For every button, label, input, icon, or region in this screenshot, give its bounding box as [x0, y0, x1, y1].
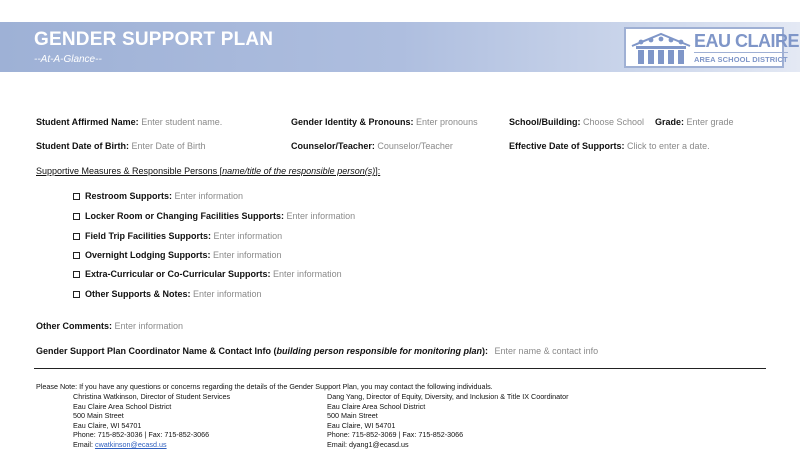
dob-field	[36, 141, 206, 151]
gender-identity-label: Gender Identity & Pronouns:	[291, 117, 414, 127]
student-name-field	[36, 117, 222, 127]
effective-date-label: Effective Date of Supports:	[509, 141, 625, 151]
grade-input[interactable]: Enter grade	[686, 117, 734, 127]
page-title: GENDER SUPPORT PLAN	[34, 29, 274, 50]
restroom-supports-item: Restroom Supports: Enter information	[73, 191, 243, 201]
gender-identity-field	[291, 117, 478, 127]
checkbox[interactable]	[73, 271, 80, 278]
other-comments-field	[36, 321, 183, 331]
grade-label: Grade:	[655, 117, 685, 127]
email-text: dyang1@ecasd.us	[348, 439, 409, 449]
logo-text-sub: AREA SCHOOL DISTRICT	[694, 52, 788, 64]
other-supports-input[interactable]: Enter information	[193, 289, 262, 299]
coordinator-input[interactable]: Enter name & contact info	[494, 346, 599, 356]
logo-text-main: EAU CLAIRE	[694, 31, 800, 51]
other-comments-input[interactable]: Enter information	[114, 321, 184, 331]
counselor-input[interactable]: Counselor/Teacher	[377, 141, 453, 151]
locker-room-supports-input[interactable]: Enter information	[286, 211, 356, 221]
checkbox[interactable]	[73, 233, 80, 240]
contact-left: Christina Watkinson, Director of Student Services Eau Claire Area School District 500 Main Street Eau Claire, WI 54701 Phone: 715-852-3036 | Fax: 715-852-3066 Email: cwatkinson@ecasd.us	[73, 392, 231, 449]
checkbox[interactable]	[73, 252, 80, 259]
student-name-label: Student Affirmed Name:	[36, 117, 139, 127]
school-field	[509, 117, 644, 127]
page-subtitle: --At-A-Glance--	[34, 54, 102, 65]
dob-input[interactable]: Enter Date of Birth	[131, 141, 206, 151]
effective-date-input[interactable]: Click to enter a date.	[627, 141, 710, 151]
coordinator-field: Gender Support Plan Coordinator Name & Contact Info (building person responsible for monitoring plan): Enter name & contact info	[36, 346, 599, 356]
overnight-lodging-supports-item: Overnight Lodging Supports: Enter information	[73, 250, 282, 260]
counselor-field	[291, 141, 453, 151]
supportive-measures-heading: Supportive Measures & Responsible Persons [name/title of the responsible person(s)]:	[36, 166, 381, 176]
district-logo	[624, 27, 800, 68]
dob-label: Student Date of Birth:	[36, 141, 129, 151]
other-comments-label: Other Comments:	[36, 321, 113, 331]
checkbox[interactable]	[73, 291, 80, 298]
checkbox[interactable]	[73, 213, 80, 220]
checkbox[interactable]	[73, 193, 80, 200]
counselor-label: Counselor/Teacher:	[291, 141, 375, 151]
email-link[interactable]: cwatkinson@ecasd.us	[94, 439, 167, 449]
extracurricular-supports-item: Extra-Curricular or Co-Curricular Supports: Enter information	[73, 269, 342, 279]
student-name-input[interactable]: Enter student name.	[141, 117, 223, 127]
extracurricular-supports-input[interactable]: Enter information	[273, 269, 342, 279]
effective-date-field	[509, 141, 710, 151]
school-select[interactable]: Choose School	[583, 117, 645, 127]
footer-note: Please Note: If you have any questions or concerns regarding the details of the Gender Support Plan, you may contact the following individuals.	[36, 382, 493, 391]
divider	[34, 368, 766, 369]
contact-right: Dang Yang, Director of Equity, Diversity, and Inclusion & Title IX Coordinator Eau Claire Area School District 500 Main Street Eau Claire, WI 54701 Phone: 715-852-3069 | Fax: 715-852-3066 Email: dyang1@ecasd.us	[327, 392, 569, 449]
overnight-lodging-supports-input[interactable]: Enter information	[213, 250, 282, 260]
field-trip-supports-input[interactable]: Enter information	[213, 231, 283, 241]
pronouns-input[interactable]: Enter pronouns	[416, 117, 478, 127]
grade-field	[655, 117, 734, 127]
locker-room-supports-item: Locker Room or Changing Facilities Supports: Enter information	[73, 211, 355, 221]
school-building-icon	[630, 32, 692, 66]
other-supports-item: Other Supports & Notes: Enter information	[73, 289, 262, 299]
coordinator-label: Gender Support Plan Coordinator Name & Contact Info	[36, 346, 272, 356]
school-label: School/Building:	[509, 117, 581, 127]
restroom-supports-input[interactable]: Enter information	[174, 191, 244, 201]
field-trip-supports-item: Field Trip Facilities Supports: Enter information	[73, 231, 282, 241]
